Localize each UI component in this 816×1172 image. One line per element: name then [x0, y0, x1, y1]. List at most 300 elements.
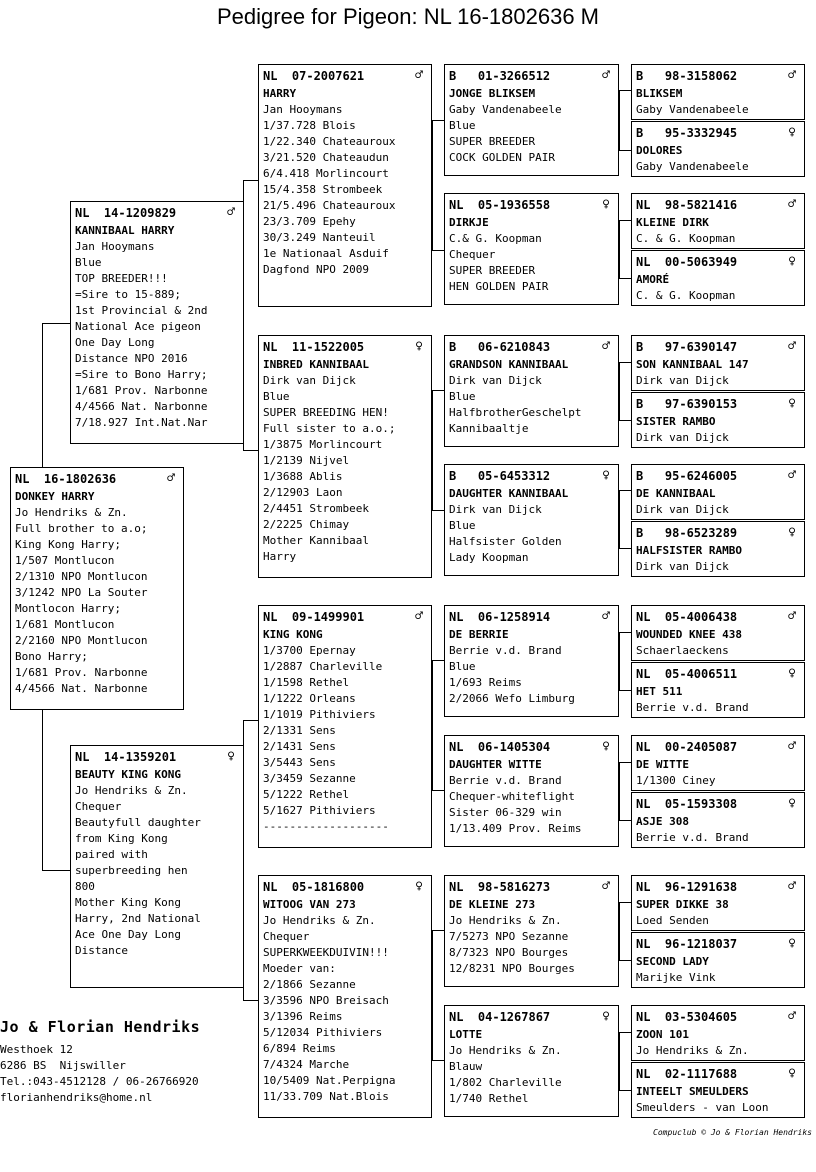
ring-number: B 06-6210843 [449, 340, 551, 354]
pigeon-card-gen4-6[interactable] [631, 392, 805, 448]
connector [432, 120, 433, 250]
male-symbol-icon: ♂ [227, 205, 235, 220]
ring-number: NL 00-5063949 [636, 255, 738, 269]
pigeon-name: ZOON 101 [636, 1028, 689, 1041]
ring-number: NL 14-1209829 [75, 206, 177, 220]
pigeon-info-line: HalfbrotherGeschelpt [449, 406, 582, 419]
pigeon-info-line: Chequer [263, 930, 310, 943]
ring-number: B 97-6390147 [636, 340, 738, 354]
pigeon-info-line: Jo Hendriks & Zn. [15, 506, 128, 519]
pigeon-info-line: 3/5443 Sens [263, 756, 336, 769]
card-header [636, 525, 800, 541]
pigeon-name: AMORÉ [636, 273, 670, 286]
pigeon-info-line: superbreeding hen [75, 864, 188, 877]
pigeon-card-gen3-3[interactable] [444, 335, 619, 447]
card-header [636, 339, 800, 355]
pigeon-info-line: Jan Hooymans [263, 103, 343, 116]
pigeon-card-gen3-6[interactable] [444, 735, 619, 847]
card-header [636, 197, 800, 213]
pigeon-info-line: 1/3875 Morlincourt [263, 438, 383, 451]
pigeon-info-line: Dirk van Dijck [636, 503, 729, 516]
pigeon-card-gen4-5[interactable] [631, 335, 805, 391]
pigeon-info-line: Moeder van: [263, 962, 336, 975]
pigeon-info-line: Dirk van Dijck [449, 374, 542, 387]
pigeon-info-line: 21/5.496 Chateauroux [263, 199, 396, 212]
ring-number: B 97-6390153 [636, 397, 738, 411]
pigeon-info-line: 1/693 Reims [449, 676, 522, 689]
owner-address-line: Westhoek 12 [0, 1043, 73, 1056]
footer-credit: Compuclub © Jo & Florian Hendriks [653, 1128, 812, 1137]
connector [42, 323, 43, 469]
pigeon-info-line: Berrie v.d. Brand [636, 701, 749, 714]
pigeon-info-line: National Ace pigeon [75, 320, 201, 333]
pigeon-info-line: 3/3459 Sezanne [263, 772, 356, 785]
pigeon-info-line: Gaby Vandenabeele [636, 160, 749, 173]
male-symbol-icon: ♂ [788, 339, 796, 354]
pigeon-info-line: 1/1300 Ciney [636, 774, 716, 787]
pigeon-card-gen3-7[interactable] [444, 875, 619, 987]
pigeon-card-gen4-9[interactable] [631, 605, 805, 661]
pigeon-info-line: Halfsister Golden [449, 535, 562, 548]
connector [619, 960, 631, 961]
pigeon-info-line: 15/4.358 Strombeek [263, 183, 383, 196]
pigeon-info-line: Chequer [449, 248, 496, 261]
ring-number: B 98-3158062 [636, 69, 738, 83]
pigeon-card-gen4-13[interactable] [631, 875, 805, 931]
pigeon-info-line: SUPER BREEDING HEN! [263, 406, 389, 419]
card-header [75, 205, 239, 221]
pigeon-name: DOLORES [636, 144, 683, 157]
pigeon-info-line: 7/4324 Marche [263, 1058, 350, 1071]
pigeon-info-line: 30/3.249 Nanteuil [263, 231, 376, 244]
pigeon-info-line: 1e Nationaal Asduif [263, 247, 389, 260]
connector [42, 710, 43, 870]
male-symbol-icon: ♂ [415, 609, 423, 624]
pigeon-info-line: 7/18.927 Int.Nat.Nar [75, 416, 208, 429]
connector [243, 450, 258, 451]
pigeon-info-line: 6/894 Reims [263, 1042, 336, 1055]
male-symbol-icon: ♂ [788, 468, 796, 483]
pigeon-info-line: 1/681 Montlucon [15, 618, 115, 631]
pigeon-info-line: Dirk van Dijck [263, 374, 356, 387]
pigeon-name: LOTTE [449, 1028, 483, 1041]
pigeon-name: SISTER RAMBO [636, 415, 716, 428]
card-header [15, 471, 179, 487]
female-symbol-icon: ♀ [788, 936, 796, 951]
pigeon-info-line: Ace One Day Long [75, 928, 181, 941]
pigeon-name: JONGE BLIKSEM [449, 87, 536, 100]
pigeon-card-gen3-1[interactable] [444, 64, 619, 176]
pigeon-name: DE KANNIBAAL [636, 487, 716, 500]
pigeon-info-line: 2/4451 Strombeek [263, 502, 369, 515]
owner-address-line: 6286 BS Nijswiller [0, 1059, 126, 1072]
card-header [449, 739, 614, 755]
pigeon-card-gen3-8[interactable] [444, 1005, 619, 1117]
card-header [449, 879, 614, 895]
male-symbol-icon: ♂ [415, 68, 423, 83]
pigeon-card-gen4-14[interactable] [631, 932, 805, 988]
connector [619, 632, 631, 633]
pigeon-info-line: Montlocon Harry; [15, 602, 121, 615]
ring-number: B 05-6453312 [449, 469, 551, 483]
connector [432, 390, 444, 391]
pigeon-card-gen4-15[interactable] [631, 1005, 805, 1061]
pigeon-info-line: 1/2887 Charleville [263, 660, 383, 673]
ring-number: NL 06-1405304 [449, 740, 551, 754]
card-header [636, 936, 800, 952]
connector [619, 902, 631, 903]
pigeon-name: SUPER DIKKE 38 [636, 898, 729, 911]
male-symbol-icon: ♂ [788, 609, 796, 624]
pigeon-info-line: King Kong Harry; [15, 538, 121, 551]
card-header [263, 68, 427, 84]
pigeon-info-line: Harry [263, 550, 297, 563]
connector [619, 1032, 631, 1033]
pigeon-info-line: 2/1331 Sens [263, 724, 336, 737]
pigeon-info-line: Jo Hendriks & Zn. [449, 914, 562, 927]
pigeon-info-line: Blue [449, 660, 476, 673]
ring-number: NL 14-1359201 [75, 750, 177, 764]
pigeon-info-line: COCK GOLDEN PAIR [449, 151, 555, 164]
pigeon-info-line: 2/1310 NPO Montlucon [15, 570, 148, 583]
pigeon-card-gen3-5[interactable] [444, 605, 619, 717]
connector [619, 278, 631, 279]
pigeon-info-line: 1/681 Prov. Narbonne [15, 666, 148, 679]
pigeon-name: BLIKSEM [636, 87, 683, 100]
pigeon-info-line: Dirk van Dijck [636, 431, 729, 444]
pigeon-name: SECOND LADY [636, 955, 709, 968]
pigeon-info-line: C. & G. Koopman [636, 232, 736, 245]
pigeon-info-line: 5/1627 Pithiviers [263, 804, 376, 817]
pigeon-info-line: TOP BREEDER!!! [75, 272, 168, 285]
ring-number: NL 05-4006438 [636, 610, 738, 624]
male-symbol-icon: ♂ [602, 609, 610, 624]
ring-number: NL 96-1291638 [636, 880, 738, 894]
pigeon-info-line: 11/33.709 Nat.Blois [263, 1090, 389, 1103]
pigeon-name: WOUNDED KNEE 438 [636, 628, 742, 641]
female-symbol-icon: ♀ [788, 796, 796, 811]
pigeon-info-line: Marijke Vink [636, 971, 716, 984]
pigeon-info-line: 4/4566 Nat. Narbonne [75, 400, 208, 413]
connector [619, 150, 631, 151]
pigeon-name: DE KLEINE 273 [449, 898, 536, 911]
pigeon-info-line: 10/5409 Nat.Perpigna [263, 1074, 396, 1087]
female-symbol-icon: ♀ [602, 197, 610, 212]
connector [619, 820, 631, 821]
pigeon-info-line: 23/3.709 Epehy [263, 215, 356, 228]
connector [619, 902, 620, 960]
pigeon-name: KANNIBAAL HARRY [75, 224, 175, 237]
pigeon-card-sire[interactable] [70, 201, 244, 444]
card-header [449, 1009, 614, 1025]
ring-number: B 01-3266512 [449, 69, 551, 83]
pigeon-info-line: 1/37.728 Blois [263, 119, 356, 132]
pigeon-info-line: 1/1019 Pithiviers [263, 708, 376, 721]
pigeon-info-line: 3/21.520 Chateaudun [263, 151, 389, 164]
ring-number: NL 07-2007621 [263, 69, 365, 83]
female-symbol-icon: ♀ [788, 525, 796, 540]
male-symbol-icon: ♂ [788, 879, 796, 894]
pigeon-name: ASJE 308 [636, 815, 689, 828]
ring-number: NL 98-5821416 [636, 198, 738, 212]
pigeon-name: DAUGHTER KANNIBAAL [449, 487, 569, 500]
owner-email[interactable]: florianhendriks@home.nl [0, 1091, 153, 1104]
card-header [263, 609, 427, 625]
ring-number: NL 05-1593308 [636, 797, 738, 811]
pigeon-name: INTEELT SMEULDERS [636, 1085, 749, 1098]
male-symbol-icon: ♂ [788, 739, 796, 754]
connector [619, 632, 620, 690]
pigeon-name: SON KANNIBAAL 147 [636, 358, 749, 371]
pigeon-info-line: 2/2225 Chimay [263, 518, 350, 531]
pigeon-card-subject[interactable] [10, 467, 184, 710]
card-header [636, 468, 800, 484]
ring-number: NL 16-1802636 [15, 472, 117, 486]
pigeon-info-line: Berrie v.d. Brand [449, 774, 562, 787]
connector [619, 220, 620, 278]
male-symbol-icon: ♂ [788, 68, 796, 83]
connector [432, 390, 433, 510]
pigeon-info-line: SUPER BREEDER [449, 264, 536, 277]
pigeon-name: KLEINE DIRK [636, 216, 709, 229]
pigeon-name: DAUGHTER WITTE [449, 758, 542, 771]
female-symbol-icon: ♀ [788, 396, 796, 411]
ring-number: NL 02-1117688 [636, 1067, 738, 1081]
pigeon-card-gen4-16[interactable] [631, 1062, 805, 1118]
ring-number: NL 96-1218037 [636, 937, 738, 951]
connector [619, 362, 620, 420]
pigeon-card-gen3-2[interactable] [444, 193, 619, 305]
connector [619, 220, 631, 221]
pigeon-info-line: Schaerlaeckens [636, 644, 729, 657]
pigeon-name: KING KONG [263, 628, 323, 641]
pigeon-info-line: Blue [449, 390, 476, 403]
connector [619, 420, 631, 421]
pigeon-info-line: Berrie v.d. Brand [449, 644, 562, 657]
pigeon-info-line: 1/3688 Ablis [263, 470, 343, 483]
pigeon-info-line: 2/2066 Wefo Limburg [449, 692, 575, 705]
connector [619, 490, 620, 548]
card-header [636, 68, 800, 84]
pigeon-card-gen4-2[interactable] [631, 121, 805, 177]
card-header [263, 879, 427, 895]
connector [619, 762, 631, 763]
female-symbol-icon: ♀ [227, 749, 235, 764]
card-header [449, 468, 614, 484]
connector [432, 790, 444, 791]
card-header [636, 666, 800, 682]
pigeon-info-line: 6/4.418 Morlincourt [263, 167, 389, 180]
male-symbol-icon: ♂ [788, 1009, 796, 1024]
connector [42, 323, 70, 324]
ring-number: NL 98-5816273 [449, 880, 551, 894]
ring-number: B 95-3332945 [636, 126, 738, 140]
pigeon-info-line: 1/13.409 Prov. Reims [449, 822, 582, 835]
pigeon-info-line: SUPER BREEDER [449, 135, 536, 148]
pigeon-card-gen4-11[interactable] [631, 735, 805, 791]
pigeon-info-line: 1st Provincial & 2nd [75, 304, 208, 317]
pigeon-info-line: Mother King Kong [75, 896, 181, 909]
pigeon-info-line: 7/5273 NPO Sezanne [449, 930, 569, 943]
pigeon-info-line: Beautyfull daughter [75, 816, 201, 829]
pigeon-info-line: Dirk van Dijck [636, 374, 729, 387]
pigeon-info-line: Blue [75, 256, 102, 269]
connector [432, 930, 433, 1060]
connector [432, 660, 433, 790]
pigeon-info-line: 1/1222 Orleans [263, 692, 356, 705]
female-symbol-icon: ♀ [602, 468, 610, 483]
pigeon-info-line: C. & G. Koopman [636, 289, 736, 302]
connector [432, 120, 444, 121]
pigeon-name: GRANDSON KANNIBAAL [449, 358, 569, 371]
card-header [636, 609, 800, 625]
pigeon-info-line: 4/4566 Nat. Narbonne [15, 682, 148, 695]
pigeon-info-line: paired with [75, 848, 148, 861]
pigeon-info-line: 5/12034 Pithiviers [263, 1026, 383, 1039]
pigeon-info-line: from King Kong [75, 832, 168, 845]
pigeon-card-dam-dam[interactable] [258, 875, 432, 1118]
pigeon-info-line: Gaby Vandenabeele [636, 103, 749, 116]
ring-number: NL 11-1522005 [263, 340, 365, 354]
male-symbol-icon: ♂ [602, 879, 610, 894]
pigeon-info-line: Distance NPO 2016 [75, 352, 188, 365]
female-symbol-icon: ♀ [415, 339, 423, 354]
card-header [449, 68, 614, 84]
pigeon-info-line: 2/2160 NPO Montlucon [15, 634, 148, 647]
pigeon-info-line: Jo Hendriks & Zn. [449, 1044, 562, 1057]
pigeon-info-line: HEN GOLDEN PAIR [449, 280, 549, 293]
pigeon-info-line: =Sire to 15-889; [75, 288, 181, 301]
pigeon-info-line: Bono Harry; [15, 650, 88, 663]
pigeon-card-dam-sire[interactable] [258, 605, 432, 848]
connector [243, 180, 258, 181]
pigeon-info-line: Smeulders - van Loon [636, 1101, 769, 1114]
male-symbol-icon: ♂ [167, 471, 175, 486]
pigeon-card-gen4-12[interactable] [631, 792, 805, 848]
pigeon-info-line: 8/7323 NPO Bourges [449, 946, 569, 959]
connector [619, 90, 620, 150]
pigeon-info-line: 3/1242 NPO La Souter [15, 586, 148, 599]
pigeon-info-line: Dirk van Dijck [636, 560, 729, 573]
connector [432, 660, 444, 661]
pigeon-info-line: 1/802 Charleville [449, 1076, 562, 1089]
card-header [449, 197, 614, 213]
pigeon-info-line: Full sister to a.o.; [263, 422, 396, 435]
owner-block [0, 1018, 200, 1106]
pigeon-info-line: Harry, 2nd National [75, 912, 201, 925]
pigeon-info-line: Loed Senden [636, 914, 709, 927]
pigeon-info-line: Blue [449, 519, 476, 532]
card-header [75, 749, 239, 765]
pigeon-info-line: 800 [75, 880, 95, 893]
pigeon-info-line: Full brother to a.o; [15, 522, 148, 535]
pigeon-name: HARRY [263, 87, 297, 100]
pigeon-card-gen4-10[interactable] [631, 662, 805, 718]
pigeon-info-line: 1/3700 Epernay [263, 644, 356, 657]
card-header [636, 254, 800, 270]
pigeon-info-line: Kannibaaltje [449, 422, 529, 435]
female-symbol-icon: ♀ [788, 254, 796, 269]
pigeon-info-line: ------------------- [263, 820, 389, 833]
pigeon-info-line: Dirk van Dijck [449, 503, 542, 516]
pigeon-info-line: 1/740 Rethel [449, 1092, 529, 1105]
pigeon-info-line: 1/22.340 Chateauroux [263, 135, 396, 148]
card-header [636, 796, 800, 812]
card-header [449, 339, 614, 355]
pigeon-info-line: Chequer [75, 800, 122, 813]
pigeon-card-gen4-1[interactable] [631, 64, 805, 120]
card-header [636, 1009, 800, 1025]
ring-number: NL 09-1499901 [263, 610, 365, 624]
pigeon-info-line: Gaby Vandenabeele [449, 103, 562, 116]
pigeon-info-line: 1/2139 Nijvel [263, 454, 350, 467]
pigeon-card-sire-sire[interactable] [258, 64, 432, 307]
pigeon-info-line: Blue [449, 119, 476, 132]
connector [619, 1032, 620, 1090]
card-header [263, 339, 427, 355]
pigeon-card-dam[interactable] [70, 745, 244, 988]
pigeon-info-line: Jo Hendriks & Zn. [75, 784, 188, 797]
connector [619, 490, 631, 491]
ring-number: NL 05-1936558 [449, 198, 551, 212]
pigeon-info-line: Sister 06-329 win [449, 806, 562, 819]
connector [432, 930, 444, 931]
female-symbol-icon: ♀ [415, 879, 423, 894]
pigeon-info-line: Lady Koopman [449, 551, 529, 564]
male-symbol-icon: ♂ [788, 197, 796, 212]
female-symbol-icon: ♀ [602, 1009, 610, 1024]
connector [243, 1000, 258, 1001]
connector [619, 90, 631, 91]
pigeon-card-gen3-4[interactable] [444, 464, 619, 576]
card-header [636, 1066, 800, 1082]
pigeon-info-line: 2/12903 Laon [263, 486, 343, 499]
card-header [636, 125, 800, 141]
pigeon-info-line: 12/8231 NPO Bourges [449, 962, 575, 975]
pigeon-card-gen4-8[interactable] [631, 521, 805, 577]
owner-name: Jo & Florian Hendriks [0, 1018, 201, 1036]
pigeon-card-sire-dam[interactable] [258, 335, 432, 578]
ring-number: NL 04-1267867 [449, 1010, 551, 1024]
connector [619, 362, 631, 363]
pigeon-info-line: 3/3596 NPO Breisach [263, 994, 389, 1007]
pigeon-info-line: 3/1396 Reims [263, 1010, 343, 1023]
pigeon-name: DIRKJE [449, 216, 489, 229]
male-symbol-icon: ♂ [602, 339, 610, 354]
pigeon-name: DE WITTE [636, 758, 689, 771]
connector [619, 548, 631, 549]
pigeon-card-gen4-3[interactable] [631, 193, 805, 249]
page-title: Pedigree for Pigeon: NL 16-1802636 M [217, 4, 599, 29]
connector [42, 870, 70, 871]
pigeon-name: BEAUTY KING KONG [75, 768, 181, 781]
ring-number: B 95-6246005 [636, 469, 738, 483]
female-symbol-icon: ♀ [602, 739, 610, 754]
pigeon-info-line: 2/1431 Sens [263, 740, 336, 753]
pigeon-info-line: Blue [263, 390, 290, 403]
pigeon-info-line: =Sire to Bono Harry; [75, 368, 208, 381]
pigeon-info-line: One Day Long [75, 336, 155, 349]
pigeon-info-line: Jo Hendriks & Zn. [263, 914, 376, 927]
connector [619, 1090, 631, 1091]
connector [619, 762, 620, 820]
connector [619, 690, 631, 691]
pigeon-card-gen4-4[interactable] [631, 250, 805, 306]
pigeon-name: DE BERRIE [449, 628, 509, 641]
ring-number: B 98-6523289 [636, 526, 738, 540]
connector [432, 1060, 444, 1061]
pigeon-card-gen4-7[interactable] [631, 464, 805, 520]
